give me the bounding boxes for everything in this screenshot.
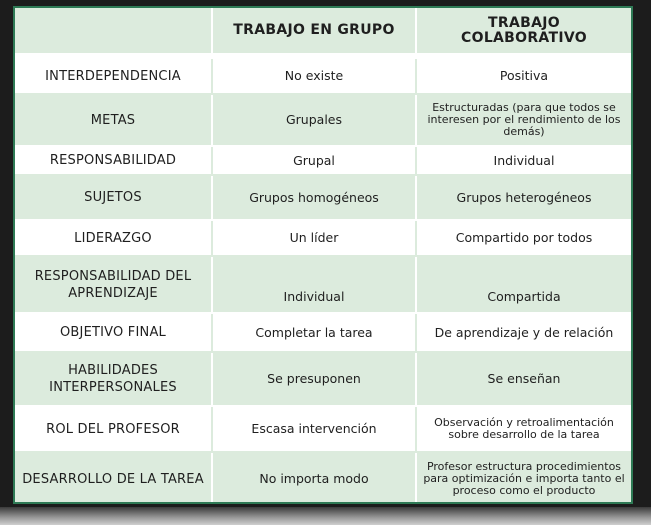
- row-grupo-value: Escasa intervención: [212, 406, 416, 452]
- table-row: [15, 406, 631, 452]
- header-colaborativo-line2: COLABORATIVO: [461, 29, 587, 46]
- row-grupo-value: Grupos homogéneos: [212, 175, 416, 220]
- header-colaborativo-line1: TRABAJO: [488, 14, 560, 31]
- row-colaborativo-value: Se enseñan: [416, 352, 631, 406]
- row-criterion: METAS: [15, 94, 212, 146]
- header-corner: [15, 8, 212, 56]
- header-row: [15, 8, 631, 56]
- row-criterion: ROL DEL PROFESOR: [15, 406, 212, 452]
- row-grupo-value: Se presuponen: [212, 352, 416, 406]
- row-grupo-value: No existe: [212, 56, 416, 94]
- table-row: [15, 220, 631, 256]
- comparison-table-frame: [13, 6, 633, 504]
- table-row: [15, 313, 631, 352]
- row-grupo-value: Grupales: [212, 94, 416, 146]
- row-criterion: HABILIDADES INTERPERSONALES: [15, 352, 212, 406]
- row-colaborativo-value: Positiva: [416, 56, 631, 94]
- row-grupo-value: Grupal: [212, 146, 416, 175]
- row-criterion: RESPONSABILIDAD DEL APRENDIZAJE: [15, 256, 212, 313]
- table-row: [15, 94, 631, 146]
- header-trabajo-colaborativo: [416, 8, 631, 56]
- comparison-table: [15, 8, 631, 504]
- row-colaborativo-value: Observación y retroalimentación sobre desarrollo de la tarea: [416, 406, 631, 452]
- row-criterion: SUJETOS: [15, 175, 212, 220]
- row-criterion: DESARROLLO DE LA TAREA: [15, 452, 212, 504]
- table-row: [15, 146, 631, 175]
- table-row: [15, 352, 631, 406]
- row-colaborativo-value: Estructuradas (para que todos se interesen por el rendimiento de los demás): [416, 94, 631, 146]
- table-row: [15, 56, 631, 94]
- row-colaborativo-value: Compartida: [416, 256, 631, 313]
- row-colaborativo-value: Grupos heterogéneos: [416, 175, 631, 220]
- row-grupo-value: No importa modo: [212, 452, 416, 504]
- row-criterion: INTERDEPENDENCIA: [15, 56, 212, 94]
- row-colaborativo-value: De aprendizaje y de relación: [416, 313, 631, 352]
- row-criterion: RESPONSABILIDAD: [15, 146, 212, 175]
- bottom-band: [0, 507, 651, 525]
- row-colaborativo-value: Individual: [416, 146, 631, 175]
- row-criterion: OBJETIVO FINAL: [15, 313, 212, 352]
- table-row: [15, 452, 631, 504]
- row-grupo-value: Completar la tarea: [212, 313, 416, 352]
- row-colaborativo-value: Profesor estructura procedimientos para optimización e importa tanto el proceso como el producto: [416, 452, 631, 504]
- row-grupo-value: Individual: [212, 256, 416, 313]
- row-colaborativo-value: Compartido por todos: [416, 220, 631, 256]
- row-grupo-value: Un líder: [212, 220, 416, 256]
- table-row: [15, 256, 631, 313]
- header-trabajo-en-grupo: TRABAJO EN GRUPO: [212, 8, 416, 56]
- row-criterion: LIDERAZGO: [15, 220, 212, 256]
- table-row: [15, 175, 631, 220]
